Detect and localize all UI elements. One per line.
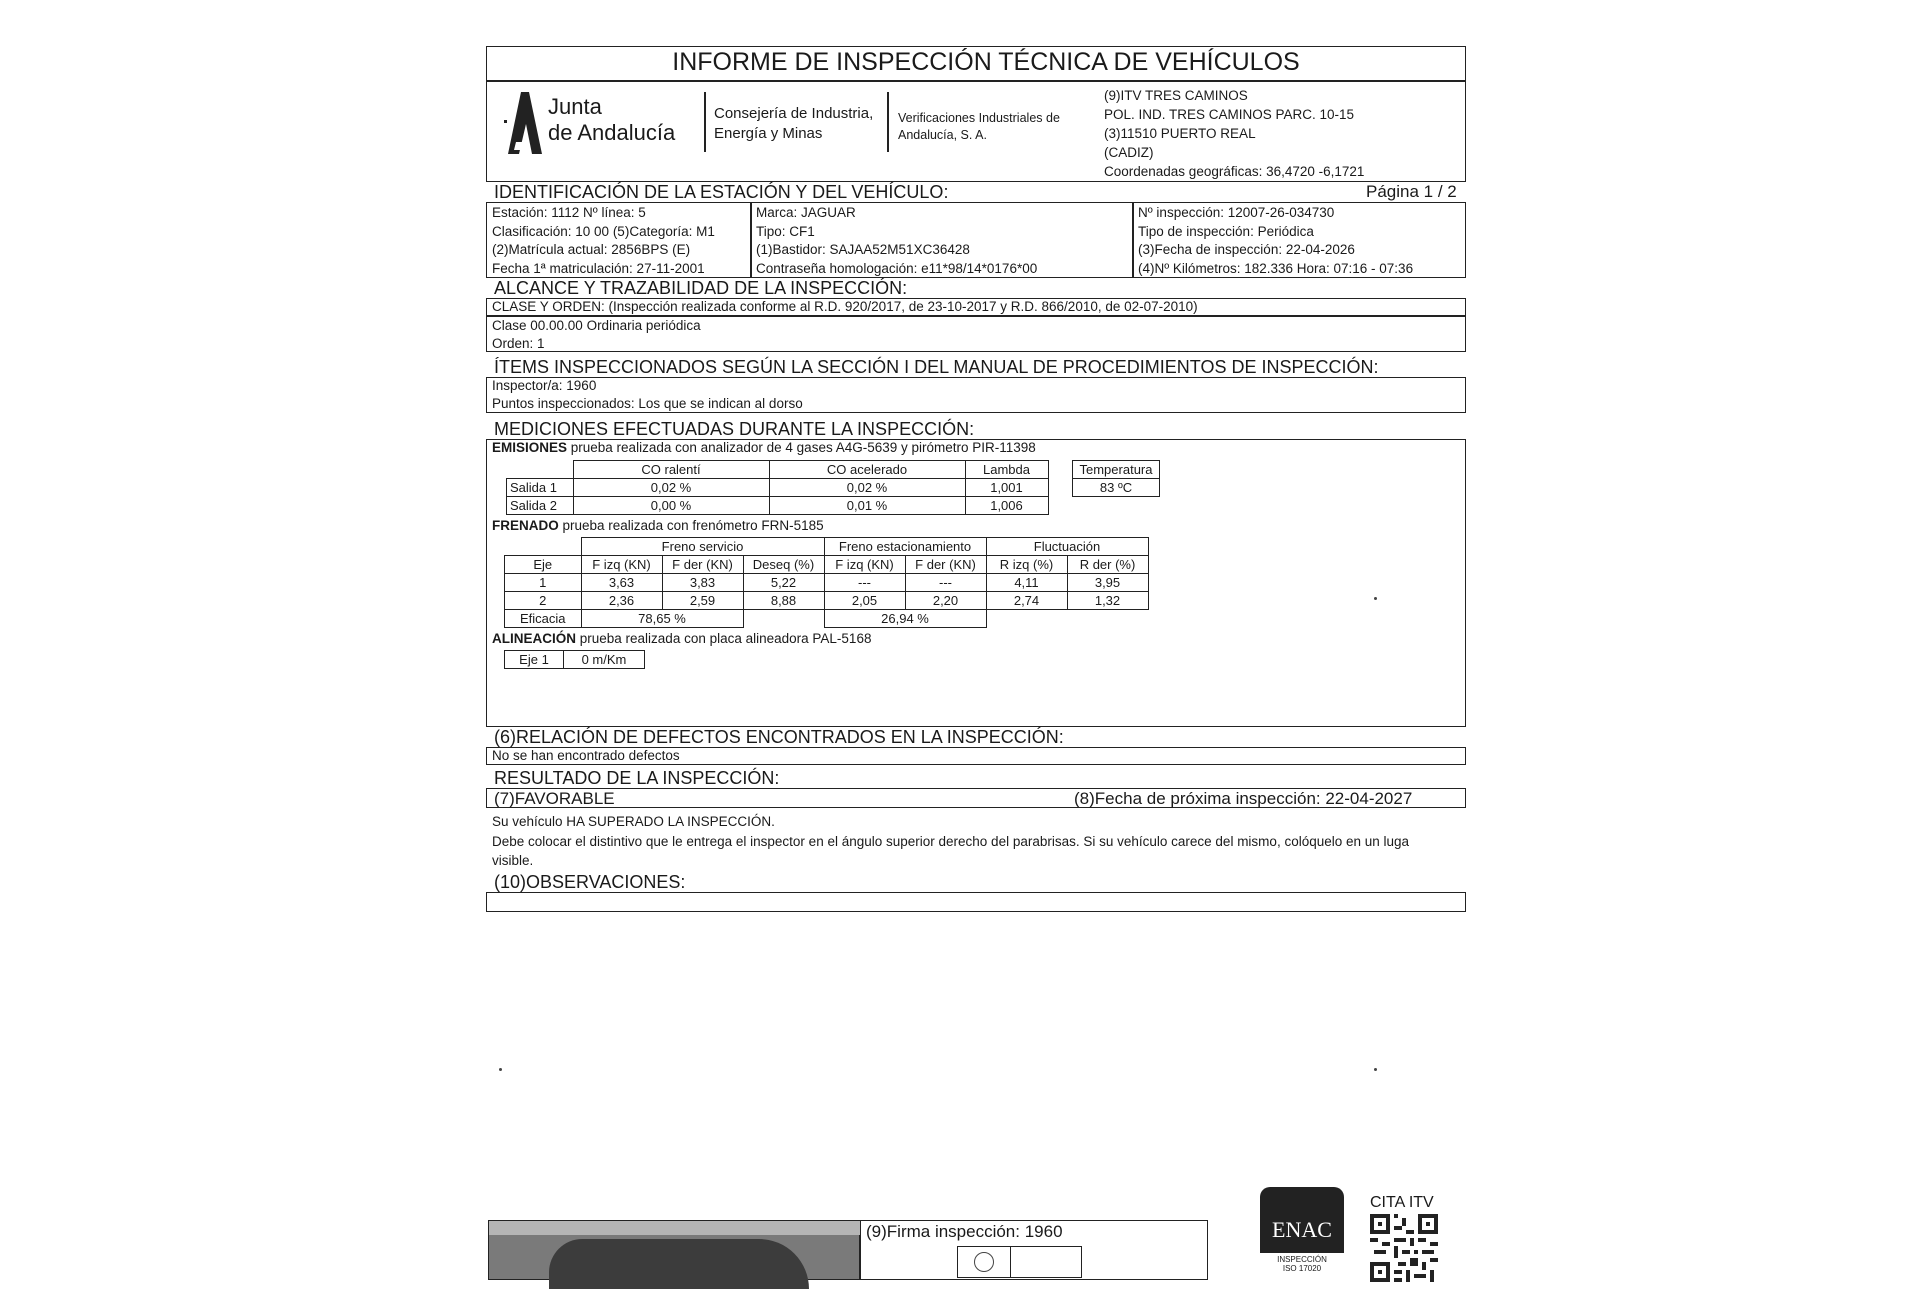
inspector: Inspector/a: 1960: [492, 378, 597, 393]
stamp-box: [1009, 1246, 1082, 1278]
cita-itv-label: CITA ITV: [1370, 1194, 1434, 1211]
qr-code-icon[interactable]: [1370, 1214, 1438, 1282]
efficacy-row: Eficacia 78,65 % 26,94 %: [505, 610, 1149, 628]
inspection-report: [482, 44, 1457, 1273]
alignment-table: Eje 1 0 m/Km: [504, 650, 645, 669]
defects-text: No se han encontrado defectos: [492, 748, 680, 763]
next-inspection-date: (8)Fecha de próxima inspección: 22-04-2027: [1074, 789, 1413, 808]
vehicle-photo: [488, 1220, 860, 1280]
scope-class-order: CLASE Y ORDEN: (Inspección realizada conforme al R.D. 920/2017, de 23-10-2017 y R.D. 866/2010, de 02-07-2010): [492, 299, 1198, 314]
braking-row: 1 3,63 3,83 5,22 --- --- 4,11 3,95: [505, 574, 1149, 592]
consejeria-text: Consejería de Industria, Energía y Minas: [714, 105, 874, 142]
emissions-row: Salida 1 0,02 % 0,02 % 1,001: [507, 479, 1049, 497]
station-vehicle-info: Estación: 1112 Nº línea: 5 Clasificación: 10 00 (5)Categoría: M1 (2)Matrícula actual: 2856BPS (E) Fecha 1ª matriculación: 27-11-2001: [492, 205, 715, 276]
enac-logo: ENAC INSPECCIÓN ISO 17020: [1260, 1187, 1344, 1283]
result-verdict: (7)FAVORABLE: [494, 789, 615, 808]
temperature-table: Temperatura 83 ºC: [1072, 460, 1160, 497]
measurements-heading: MEDICIONES EFECTUADAS DURANTE LA INSPECCIÓN:: [494, 419, 975, 439]
verificaciones-text: Verificaciones Industriales de Andalucía, S. A.: [898, 111, 1060, 142]
signature-label: (9)Firma inspección: 1960: [866, 1222, 1063, 1241]
result-heading: RESULTADO DE LA INSPECCIÓN:: [494, 768, 780, 788]
station-address: (9)ITV TRES CAMINOS POL. IND. TRES CAMINOS PARC. 10-15 (3)11510 PUERTO REAL (CADIZ) Coordenadas geográficas: 36,4720 -6,1721: [1104, 88, 1365, 179]
vehicle-make-info: Marca: JAGUAR Tipo: CF1 (1)Bastidor: SAJAA52M51XC36428 Contraseña homologación: e11*98/14*0176*00: [756, 205, 1038, 276]
braking-table: Freno servicio Freno estacionamiento Fluctuación Eje F izq (KN) F der (KN) Deseq (%) F izq (KN) F der (KN) R izq (%) R der (%) 1 3,63 3,83 5,22 --- --- 4,11 3,95 2 2,36 2,59 8,88 2,05 2,20 2,74 1,32 Eficacia 78,65 % 26,94 %: [504, 537, 1149, 628]
emissions-table: CO ralentí CO acelerado Lambda Salida 1 0,02 % 0,02 % 1,001 Salida 2 0,00 % 0,01 % 1,006: [506, 460, 1049, 515]
braking-title: FRENADO prueba realizada con frenómetro FRN-5185: [492, 518, 824, 533]
defects-heading: (6)RELACIÓN DE DEFECTOS ENCONTRADOS EN LA INSPECCIÓN:: [494, 727, 1064, 747]
alignment-title: ALINEACIÓN prueba realizada con placa alineadora PAL-5168: [492, 631, 872, 646]
junta-andalucia-logo-icon: [502, 90, 544, 156]
emissions-row: Salida 2 0,00 % 0,01 % 1,006: [507, 497, 1049, 515]
items-heading: ÍTEMS INSPECCIONADOS SEGÚN LA SECCIÓN I DEL MANUAL DE PROCEDIMIENTOS DE INSPECCIÓN:: [494, 357, 1379, 377]
logo-text: Junta de Andalucía: [548, 94, 676, 145]
report-title: INFORME DE INSPECCIÓN TÉCNICA DE VEHÍCULOS: [672, 48, 1300, 76]
inspection-info: Nº inspección: 12007-26-034730 Tipo de inspección: Periódica (3)Fecha de inspección: 22-04-2026 (4)Nº Kilómetros: 182.336 Hora: 07:16 - 07:36: [1138, 205, 1414, 276]
emissions-title: EMISIONES prueba realizada con analizador de 4 gases A4G-5639 y pirómetro PIR-11398: [492, 440, 1036, 455]
scope-heading: ALCANCE Y TRAZABILIDAD DE LA INSPECCIÓN:: [494, 278, 908, 298]
observations-frame: [486, 892, 1466, 912]
seal-icon: [974, 1252, 994, 1272]
inspected-points: Puntos inspeccionados: Los que se indican al dorso: [492, 396, 803, 411]
scope-class: Clase 00.00.00 Ordinaria periódica: [492, 318, 701, 333]
observations-heading: (10)OBSERVACIONES:: [494, 872, 686, 892]
page-number: Página 1 / 2: [1366, 182, 1457, 201]
result-text: Su vehículo HA SUPERADO LA INSPECCIÓN. Debe colocar el distintivo que le entrega el inspector en el ángulo superior derecho del parabrisas. Si su vehículo carece del mismo, colóquelo en un luga visible.: [492, 814, 1410, 868]
scope-order: Orden: 1: [492, 336, 545, 351]
identification-heading: IDENTIFICACIÓN DE LA ESTACIÓN Y DEL VEHÍCULO:: [494, 182, 949, 202]
braking-row: 2 2,36 2,59 8,88 2,05 2,20 2,74 1,32: [505, 592, 1149, 610]
